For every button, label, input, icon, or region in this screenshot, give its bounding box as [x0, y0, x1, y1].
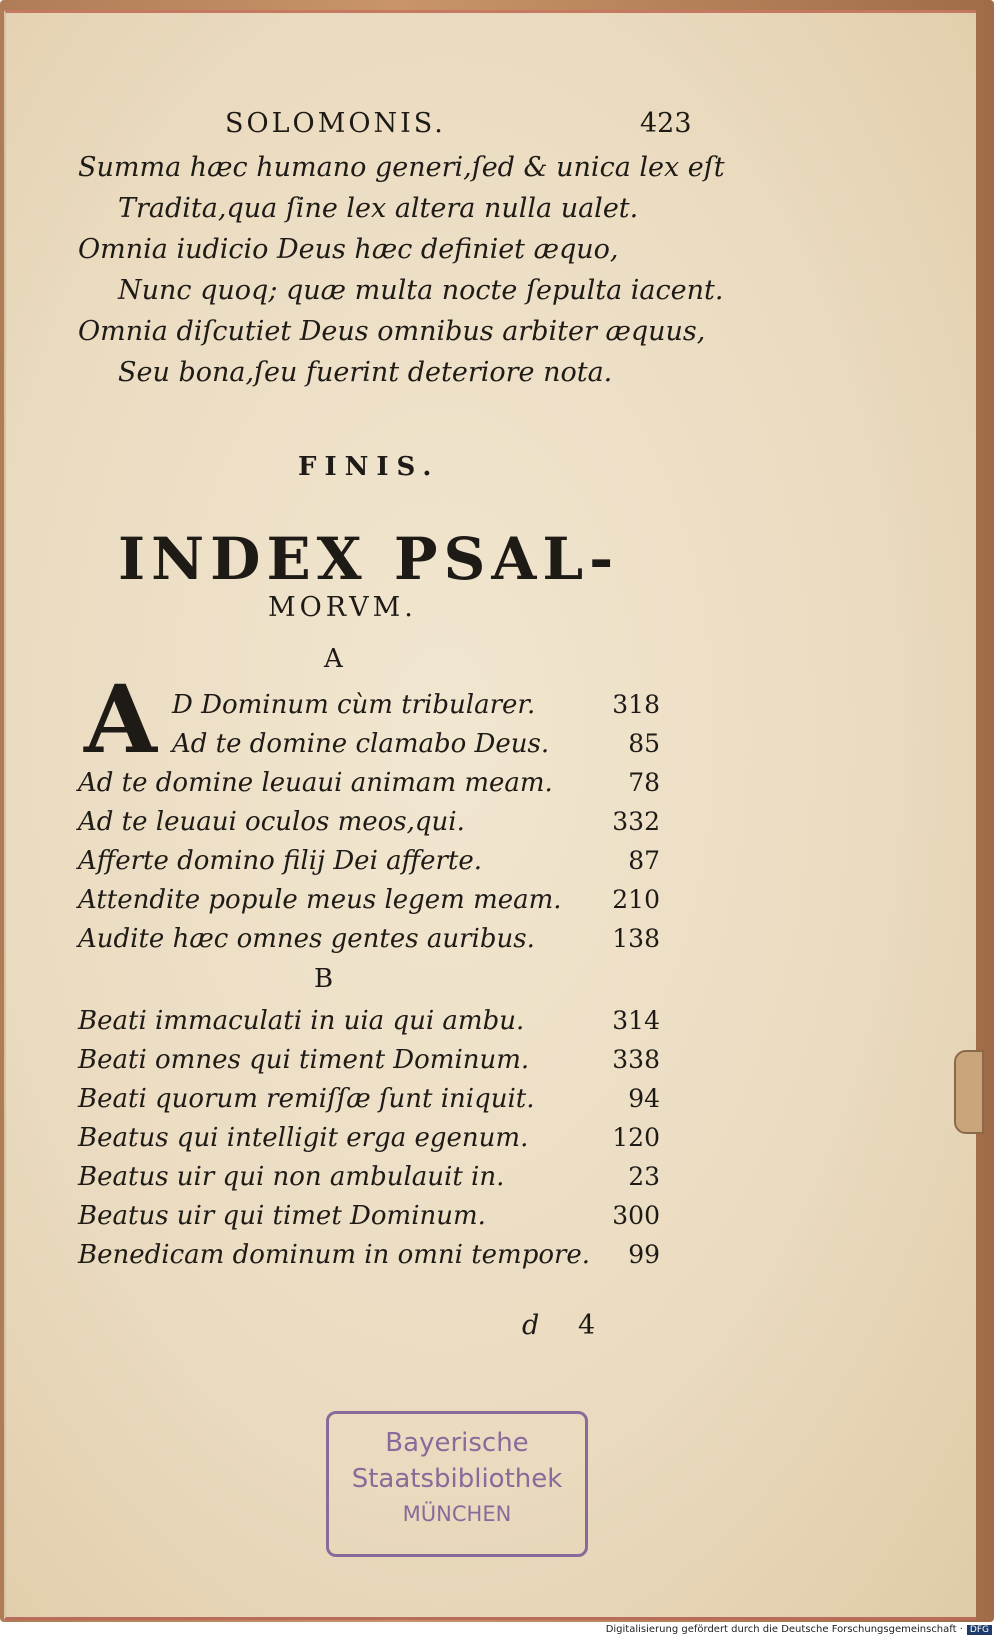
verse-line: Tradita,qua ſine lex altera nulla ualet.: [118, 193, 639, 224]
drop-cap: A: [84, 665, 157, 775]
index-entry: D Dominum cùm tribularer.: [172, 690, 536, 720]
index-page-number: 332: [612, 807, 660, 836]
verse-line: Omnia diſcutiet Deus omnibus arbiter æquus,: [78, 316, 706, 347]
finis-heading: FINIS.: [298, 452, 440, 482]
index-entry: Beatus uir qui non ambulauit in.: [78, 1162, 505, 1192]
verse-line: Omnia iudicio Deus hæc definiet æquo,: [78, 234, 619, 265]
verse-line: Seu bona,ſeu fuerint deteriore nota.: [118, 357, 613, 388]
index-page-number: 78: [628, 768, 660, 797]
verse-line: Summa hæc humano generi,ſed & unica lex eſt: [78, 152, 725, 183]
book-clasp: [954, 1050, 984, 1134]
dfg-logo[interactable]: DFG: [967, 1625, 992, 1635]
footer-text: Digitalisierung gefördert durch die Deutsche Forschungsgemeinschaft ·: [605, 1624, 963, 1635]
signature-number: 4: [578, 1310, 596, 1341]
index-entry: Audite hæc omnes gentes auribus.: [78, 924, 535, 954]
stamp-line: Staatsbibliothek: [351, 1464, 563, 1494]
section-letter-a: A: [324, 644, 343, 674]
index-entry: Ad te leuaui oculos meos,qui.: [78, 807, 465, 837]
index-page-number: 314: [612, 1006, 660, 1035]
index-page-number: 99: [628, 1240, 660, 1269]
index-entry: Benedicam dominum in omni tempore.: [78, 1240, 591, 1270]
index-page-number: 300: [612, 1201, 660, 1230]
running-head: SOLOMONIS.: [225, 108, 446, 139]
index-entry: Afferte domino filij Dei afferte.: [78, 846, 482, 876]
index-page-number: 318: [612, 690, 660, 719]
index-page-number: 210: [612, 885, 660, 914]
index-page-number: 138: [612, 924, 660, 953]
index-subtitle: MORVM.: [268, 592, 417, 623]
index-page-number: 338: [612, 1045, 660, 1074]
index-entry: Beatus uir qui timet Dominum.: [78, 1201, 486, 1231]
index-entry: Beati quorum remiſſæ ſunt iniquit.: [78, 1084, 535, 1114]
index-entry: Beati omnes qui timent Dominum.: [78, 1045, 530, 1075]
index-page-number: 23: [628, 1162, 660, 1191]
folio-number: 423: [640, 108, 692, 139]
section-letter-b: B: [314, 964, 334, 994]
signature-mark: d: [522, 1310, 540, 1341]
index-page-number: 94: [628, 1084, 660, 1113]
verse-line: Nunc quoq; quæ multa nocte ſepulta iacent.: [118, 275, 724, 306]
index-entry: Attendite popule meus legem meam.: [78, 885, 562, 915]
index-page-number: 120: [612, 1123, 660, 1152]
index-title: INDEX PSAL-: [118, 525, 620, 593]
stamp-line: Bayerische: [385, 1428, 529, 1458]
index-page-number: 85: [628, 729, 660, 758]
index-entry: Beati immaculati in uia qui ambu.: [78, 1006, 525, 1036]
index-page-number: 87: [628, 846, 660, 875]
stamp-line: MÜNCHEN: [402, 1502, 512, 1526]
digitization-footer: [606, 1624, 992, 1635]
index-entry: Ad te domine clamabo Deus.: [172, 729, 550, 759]
library-stamp: [326, 1411, 588, 1557]
index-entry: Ad te domine leuaui animam meam.: [78, 768, 553, 798]
index-entry: Beatus qui intelligit erga egenum.: [78, 1123, 529, 1153]
